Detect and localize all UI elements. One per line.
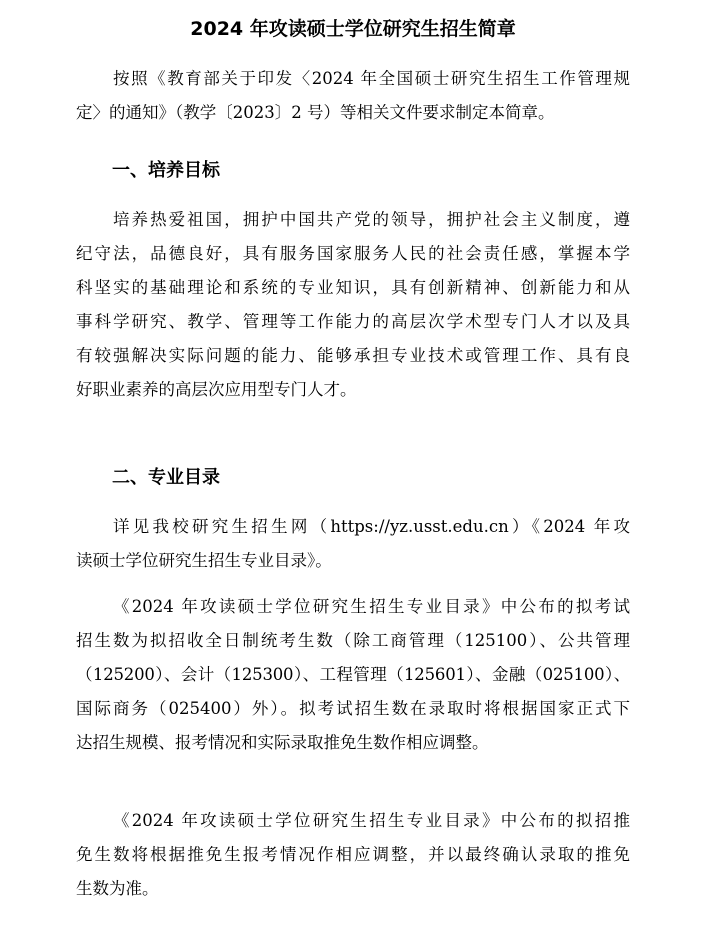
section2-p1-line: 详见我校研究生招生网（https://yz.usst.edu.cn）《2024 年攻 (113, 517, 630, 536)
section2-p2-line: 达招生规模、报考情况和实际录取推免生数作相应调整。 (76, 733, 489, 752)
section2-p2-line: （125200）、会计（125300）、工程管理（125601）、金融（025100）、 (76, 665, 630, 684)
intro-line: 按照《教育部关于印发〈2024 年全国硕士研究生招生工作管理规 (113, 69, 630, 88)
section1-line: 事科学研究、教学、管理等工作能力的高层次学术型专门人才以及具 (76, 312, 630, 331)
section2-p3-line: 《2024 年攻读硕士学位研究生招生专业目录》中公布的拟招推 (113, 811, 630, 830)
intro-paragraph (76, 62, 630, 130)
section1-line: 有较强解决实际问题的能力、能够承担专业技术或管理工作、具有良 (76, 346, 630, 365)
section2-p1-line: 读硕士学位研究生招生专业目录》。 (76, 551, 332, 570)
section2-heading: 二、专业目录 (112, 467, 220, 488)
section1-line: 培养热爱祖国，拥护中国共产党的领导，拥护社会主义制度，遵 (113, 210, 630, 229)
section1-line: 好职业素养的高层次应用型专门人才。 (76, 380, 357, 399)
section2-paragraph-3 (76, 804, 630, 906)
section2-paragraph-2 (76, 590, 630, 760)
section1-line: 纪守法，品德良好，具有服务国家服务人民的社会责任感，掌握本学 (76, 244, 630, 263)
section2-p3-line: 生数为准。 (76, 879, 159, 898)
document-title: 2024 年攻读硕士学位研究生招生简章 (190, 18, 516, 40)
section2-paragraph-1 (76, 510, 630, 578)
section1-line: 科坚实的基础理论和系统的专业知识，具有创新精神、创新能力和从 (76, 278, 630, 297)
section1-heading: 一、培养目标 (112, 160, 220, 181)
intro-line: 定〉的通知》（教学〔2023〕2 号）等相关文件要求制定本简章。 (76, 103, 555, 122)
section2-p2-line: 《2024 年攻读硕士学位研究生招生专业目录》中公布的拟考试 (113, 597, 630, 616)
section2-p3-line: 免生数将根据推免生报考情况作相应调整，并以最终确认录取的推免 (76, 845, 630, 864)
section2-p2-line: 国际商务（025400）外）。拟考试招生数在录取时将根据国家正式下 (76, 699, 630, 718)
section2-p2-line: 招生数为拟招收全日制统考生数（除工商管理（125100）、公共管理 (76, 631, 630, 650)
section1-paragraph (76, 203, 630, 407)
